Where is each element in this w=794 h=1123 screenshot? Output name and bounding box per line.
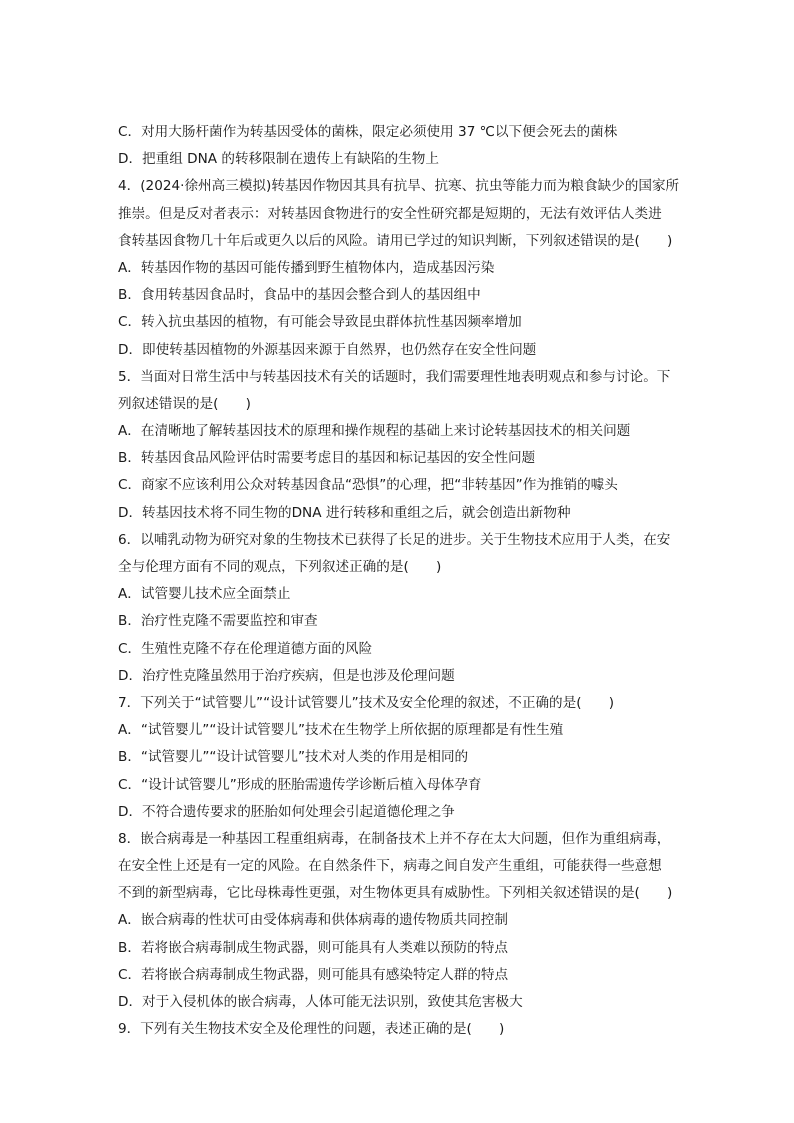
option-line: D．不符合遗传要求的胚胎如何处理会引起道德伦理之争: [118, 803, 455, 820]
option-line: B．若将嵌合病毒制成生物武器，则可能具有人类难以预防的特点: [118, 939, 508, 956]
option-line: A．嵌合病毒的性状可由受体病毒和供体病毒的遗传物质共同控制: [118, 912, 508, 929]
text-line: 食转基因食物几十年后或更久以后的风险。请用已学过的知识判断，下列叙述错误的是( ): [118, 232, 673, 249]
option-line: A．转基因作物的基因可能传播到野生植物体内，造成基因污染: [118, 259, 495, 276]
option-line: C．若将嵌合病毒制成生物武器，则可能具有感染特定人群的特点: [118, 966, 509, 983]
option-line: C．“设计试管婴儿”形成的胚胎需遗传学诊断后植入母体孕育: [118, 776, 482, 793]
option-line: B．治疗性克隆不需要监控和审查: [118, 613, 318, 630]
text-line: D．把重组 DNA 的转移限制在遗传上有缺陷的生物上: [118, 151, 439, 168]
text-line: C．对用大肠杆菌作为转基因受体的菌株，限定必须使用 37 ℃以下便会死去的菌株: [118, 124, 618, 140]
option-line: B．食用转基因食品时，食品中的基因会整合到人的基因组中: [118, 287, 481, 304]
text-line: 在安全性上还是有一定的风险。在自然条件下，病毒之间自发产生重组，可能获得一些意想: [118, 858, 662, 875]
option-line: D．转基因技术将不同生物的DNA 进行转移和重组之后，就会创造出新物种: [118, 504, 571, 521]
option-line: C．商家不应该利用公众对转基因食品“恐惧”的心理，把“非转基因”作为推销的噱头: [118, 477, 618, 494]
text-line: 4．(2024·徐州高三模拟)转基因作物因其具有抗旱、抗寒、抗虫等能力而为粮食缺少的国家所: [118, 178, 680, 195]
option-line: C．转入抗虫基因的植物，有可能会导致昆虫群体抗性基因频率增加: [118, 314, 522, 331]
option-line: D．对于入侵机体的嵌合病毒，人体可能无法识别，致使其危害极大: [118, 994, 523, 1010]
option-line: C．生殖性克隆不存在伦理道德方面的风险: [118, 640, 373, 657]
text-line: 9．下列有关生物技术安全及伦理性的问题，表述正确的是( ): [118, 1021, 505, 1038]
text-line: 不到的新型病毒，它比母株毒性更强，对生物体更具有威胁性。下列相关叙述错误的是( ): [118, 885, 673, 902]
option-line: D．治疗性克隆虽然用于治疗疾病，但是也涉及伦理问题: [118, 667, 455, 684]
option-line: A．“试管婴儿”“设计试管婴儿”技术在生物学上所依据的原理都是有性生殖: [118, 722, 564, 739]
option-line: B．“试管婴儿”“设计试管婴儿”技术对人类的作用是相同的: [118, 749, 469, 766]
text-line: 7．下列关于“试管婴儿”“设计试管婴儿”技术及安全伦理的叙述，不正确的是( ): [118, 694, 615, 711]
question-text: [118, 119, 680, 1043]
option-line: D．即使转基因植物的外源基因来源于自然界，也仍然存在安全性问题: [118, 341, 537, 358]
text-line: 8．嵌合病毒是一种基因工程重组病毒，在制备技术上并不存在太大问题，但作为重组病毒，: [118, 830, 671, 847]
text-line: 全与伦理方面有不同的观点，下列叙述正确的是( ): [118, 559, 442, 575]
option-line: A．在清晰地了解转基因技术的原理和操作规程的基础上来讨论转基因技术的相关问题: [118, 423, 631, 440]
text-line: 6．以哺乳动物为研究对象的生物技术已获得了长足的进步。关于生物技术应用于人类，在安: [118, 531, 671, 548]
text-line: 推崇。但是反对者表示：对转基因食物进行的安全性研究都是短期的，无法有效评估人类进: [118, 205, 662, 222]
text-line: 列叙述错误的是( ): [118, 395, 251, 412]
option-line: B．转基因食品风险评估时需要考虑目的基因和标记基因的安全性问题: [118, 450, 536, 467]
option-line: A．试管婴儿技术应全面禁止: [118, 586, 291, 603]
text-line: 5．当面对日常生活中与转基因技术有关的话题时，我们需要理性地表明观点和参与讨论。下: [118, 368, 671, 385]
